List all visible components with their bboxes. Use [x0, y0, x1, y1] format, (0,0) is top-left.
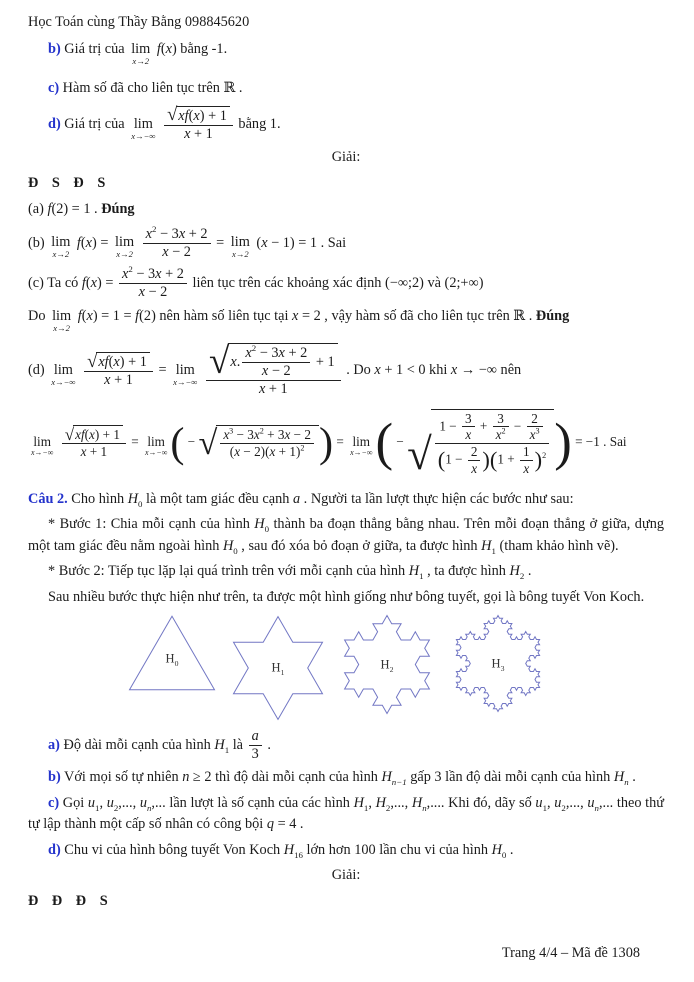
- koch-figure-h1: [232, 614, 324, 722]
- koch-figure-h0: [128, 614, 216, 692]
- q1-statement-list: [48, 39, 664, 143]
- q2-step2-paragraph: * Bước 2: Tiếp tục lặp lại quá trình trên với mỗi cạnh của hình $H_1$ , ta được hình $H_2$ .: [48, 563, 532, 582]
- koch-label-h0: $H_0$: [165, 652, 179, 669]
- q1-answer-key: Đ S Đ S: [28, 174, 110, 191]
- koch-label-h1: $H_1$: [271, 660, 285, 678]
- koch-snowflake-figure: [128, 614, 664, 722]
- q1-item-c: c) Hàm số đã cho liên tục trên ℝ .: [48, 80, 243, 97]
- q1-solution-a: (a) f(2) = 1 . Đúng: [28, 201, 135, 218]
- q2-item-a: a) Độ dài mỗi cạnh của hình $H_1$ là $\frac{a}{3}$ .: [48, 728, 271, 763]
- q1-solution-c-conclusion: Do lim x→2 f(x) = 1 = f(2) nên hàm số liên tục tại x = 2 , vậy hàm số đã cho liên tục trên ℝ . Đúng: [28, 308, 570, 334]
- q2-giai-label: Giải:: [331, 867, 361, 884]
- q2-title: Câu 2. Cho hình $H_0$ là một tam giác đều cạnh a . Người ta lần lượt thực hiện các bước như sau:: [28, 490, 574, 509]
- koch-figure-h2: [340, 614, 434, 715]
- q2-item-d: d) Chu vi của hình bông tuyết Von Koch $H_{16}$ lớn hơn 100 lần chu vi của hình $H_0$ .: [48, 841, 514, 860]
- q2-note-paragraph: Sau nhiều bước thực hiện như trên, ta được một hình giống như bông tuyết, gọi là bông tuyết Von Koch.: [48, 588, 645, 605]
- q2-item-c: c) Gọi $u_1$, $u_2$,..., $u_n$,... lần lượt là số cạnh của các hình $H_1$, $H_2$,..., $H_n$,.... Khi đó, dãy số $u_1$, $u_2$,..., $u_n$,... theo thứ tự lập thành một cấp số nhân có công bội q = 4 .: [28, 794, 665, 833]
- q1-solution-c: (c) Ta có f(x) = $\frac{x^2 - 3x + 2}{x - 2}$ liên tục trên các khoảng xác định (−∞;2) và (2;+∞): [28, 264, 484, 300]
- koch-label-h2: $H_2$: [380, 657, 394, 674]
- q1-giai-label: Giải:: [331, 149, 361, 166]
- q1-solution-d-line1: (d) lim x→−∞ √ xf(x) + 1 x + 1 = lim x→−∞ √ x. $\frac{x^2 - 3x + 2}{x - 2}$ + 1 x + 1 . Do x + 1 < 0 khi x → −∞ nên: [28, 341, 522, 398]
- q1-solution-d-line2: lim x→−∞ √ xf(x) + 1 x + 1 = lim x→−∞ ( − √ $\frac{x^3 - 3x^2 + 3x - 2}{(x - 2)(x + 1)^2}$ ) = lim x→−∞ ( − √ 1 − $\frac{3}{x}$ + $\frac{3}{x^2}$ − $\frac{2}{x^3}$ (1 − $\frac{2}{x}$ )(1 + $\frac{1}{x}$ )$^2$ ) = −1 . Sai: [31, 410, 627, 480]
- q1-solution-b: (b) lim x→2 f(x) = lim x→2 $\frac{x^2 - 3x + 2}{x - 2}$ = lim x→2 (x − 1) = 1 . Sai: [28, 223, 347, 260]
- koch-label-h3: $H_3$: [491, 656, 505, 673]
- q2-item-b: b) Với mọi số tự nhiên n ≥ 2 thì độ dài mỗi cạnh của hình $H_{n-1}$ gấp 3 lần độ dài mỗi cạnh của hình $H_n$ .: [48, 769, 636, 788]
- koch-figure-h3: [450, 614, 546, 713]
- page-footer: Trang 4/4 – Mã đề 1308: [501, 944, 640, 961]
- q1-item-b: b) Giá trị của lim x→2 f(x) bằng -1.: [48, 41, 228, 67]
- q2-answer-key: Đ Đ Đ S: [28, 892, 112, 909]
- q2-step1-paragraph: * Bước 1: Chia mỗi cạnh của hình $H_0$ thành ba đoạn thẳng bằng nhau. Trên mỗi đoạn thẳng ở giữa, dựng một tam giác đều nằm ngoài hình $H_0$ , sau đó xóa bỏ đoạn ở giữa, ta được hình $H_1$ (tham khảo hình vẽ).: [28, 516, 664, 556]
- q1-item-d: d) Giá trị của lim x→−∞ √ xf(x) + 1 x + 1 bằng 1.: [48, 104, 281, 143]
- page-header: Học Toán cùng Thầy Bằng 098845620: [28, 14, 250, 30]
